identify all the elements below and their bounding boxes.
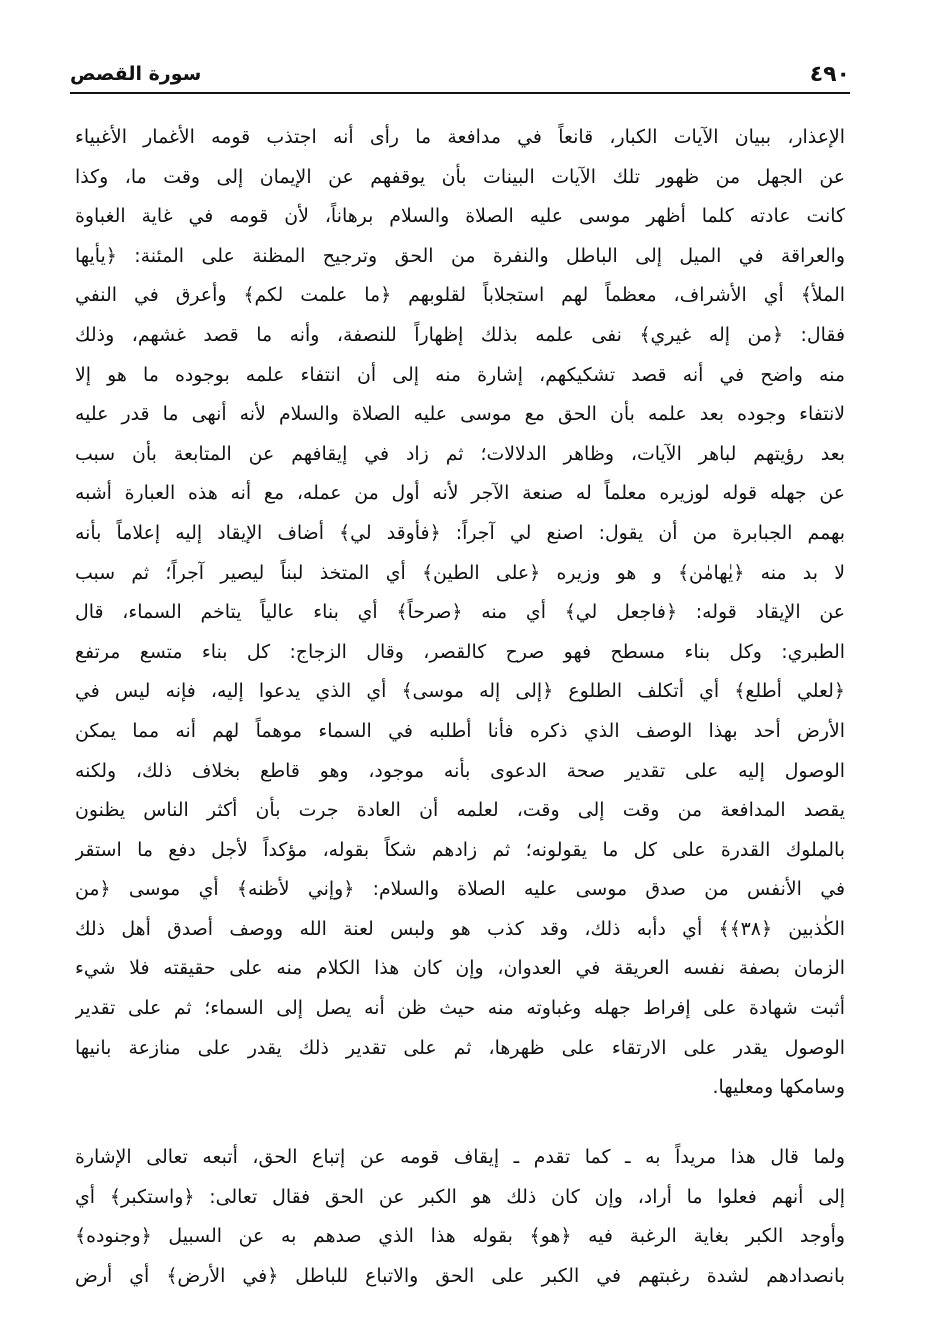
- text-line: الأرض أحد بهذا الوصف الذي ذكره فأنا أطلبه في السماء موهماً لهم أنه مما يمكن: [75, 719, 845, 742]
- text-line: ﴿لعلي أطلع﴾ أي أتكلف الطلوع ﴿إلى إله موسى﴾ أي الذي يدعوا إليه، فإنه ليس في: [75, 680, 845, 703]
- text-line: الطبري: وكل بناء مسطح فهو صرح كالقصر، وقال الزجاج: كل بناء متسع مرتفع: [75, 640, 845, 663]
- page-header: [70, 62, 850, 88]
- header-divider: [70, 92, 850, 94]
- text-line: في الأنفس من صدق موسى عليه الصلاة والسلام: ﴿وإني لأظنه﴾ أي موسى ﴿من: [75, 878, 845, 901]
- paragraph-1: [75, 118, 845, 1108]
- paragraph-2: [75, 1138, 845, 1296]
- text-line: أثبت شهادة على إفراط جهله وغباوته منه حيث ظن أنه يصل إلى السماء؛ ثم على تقدير: [75, 997, 845, 1020]
- text-line: بالملوك القدرة على كل ما يقولونه؛ ثم زادهم شكاً بقوله، مؤكداً لأجل دفع ما استقر: [75, 838, 845, 861]
- text-line: الكٰذبين ﴿٣٨﴾﴾ أي دأبه ذلك، وقد كذب هو ولبس لعنة الله ووصف أصدق أهل ذلك: [75, 917, 845, 940]
- text-line: عن الإيقاد قوله: ﴿فاجعل لي﴾ أي منه ﴿صرحاً﴾ أي بناء عالياً يتاخم السماء، قال: [75, 601, 845, 624]
- text-line: الملأ﴾ أي الأشراف، معظماً لهم استجلاباً لقلوبهم ﴿ما علمت لكم﴾ وأعرق في النفي: [75, 284, 845, 307]
- text-line: عن الجهل من ظهور تلك الآيات البينات بأن يوقفهم عن الإيمان إلى وقت ما، وكذا: [75, 165, 845, 188]
- page-number: ٤٩٠: [809, 62, 850, 87]
- surah-title: سورة القصص: [70, 63, 202, 85]
- text-line: ولما قال هذا مريداً به ـ كما تقدم ـ إيقاف قومه عن إتباع الحق، أتبعه تعالى الإشارة: [75, 1146, 845, 1168]
- text-line: بانصدادهم لشدة رغبتهم في الكبر على الحق والاتباع للباطل ﴿في الأرض﴾ أي أرض: [75, 1264, 845, 1287]
- text-line: كانت عادته كلما أظهر موسى عليه الصلاة والسلام برهاناً، لأن قومه في غاية الغباوة: [75, 205, 845, 228]
- text-line: لا بد منه ﴿يٰهامٰن﴾ و هو وزيره ﴿على الطين﴾ أي المتخذ لبناً ليصير آجراً؛ ثم سبب: [75, 561, 845, 584]
- text-line: الوصول إليه على تقدير صحة الدعوى بأنه موجود، وهو قاطع بخلاف ذلك، ولكنه: [75, 759, 845, 782]
- text-line: يقصد المدافعة من وقت إلى وقت، لعلمه أن العادة جرت بأن أكثر الناس يظنون: [75, 799, 845, 822]
- text-line: عن جهله قوله لوزيره معلماً له صنعة الآجر لأنه أول من عمله، مع أنه هذه العبارة أشبه: [75, 482, 845, 505]
- text-line: الوصول يقدر على الارتقاء على ظهرها، ثم على تقدير ذلك يقدر على منازعة بانيها: [75, 1036, 845, 1059]
- text-line: وسامكها ومعليها.: [712, 1076, 845, 1099]
- text-line: منه واضح في أنه قصد تشكيكهم، إشارة منه إلى أن انتفاء علمه بوجوده ما هو إلا: [75, 363, 845, 386]
- text-line: إلى أنهم فعلوا ما أراد، وإن كان ذلك هو الكبر عن الحق فقال تعالى: ﴿واستكبر﴾ أي: [75, 1185, 845, 1208]
- text-line: والعراقة في الميل إلى الباطل والنفرة من الحق وترجيح المظنة على المئنة: ﴿يأيها: [75, 244, 845, 267]
- text-line: بعد رؤيتهم لباهر الآيات، وظاهر الدلالات؛ ثم زاد في إيقافهم عن المتابعة بأن سبب: [75, 442, 845, 465]
- text-line: لانتفاء وجوده بعد علمه بأن الحق مع موسى عليه الصلاة والسلام لأنه أنهى ما قدر عليه: [75, 403, 845, 426]
- text-line: الإعذار، ببيان الآيات الكبار، قانعاً في مدافعة ما رأى أنه اجتذب قومه الأغمار الأغبياء: [75, 126, 845, 148]
- text-line: الزمان بصفة نفسه العريقة في العدوان، وإن كان هذا الكلام منه على حقيقته فلا شيء: [75, 957, 845, 980]
- text-line: فقال: ﴿من إله غيري﴾ نفى علمه بذلك إظهاراً للنصفة، وأنه ما قصد غشهم، وذلك: [75, 323, 845, 346]
- text-line: بهمم الجبابرة من أن يقول: اصنع لي آجراً: ﴿فأوقد لي﴾ أضاف الإيقاد إليه إعلاماً بأنه: [75, 521, 845, 544]
- text-line: وأوجد الكبر بغاية الرغبة فيه ﴿هو﴾ بقوله هذا الذي صدهم به عن السبيل ﴿وجنوده﴾: [75, 1225, 845, 1248]
